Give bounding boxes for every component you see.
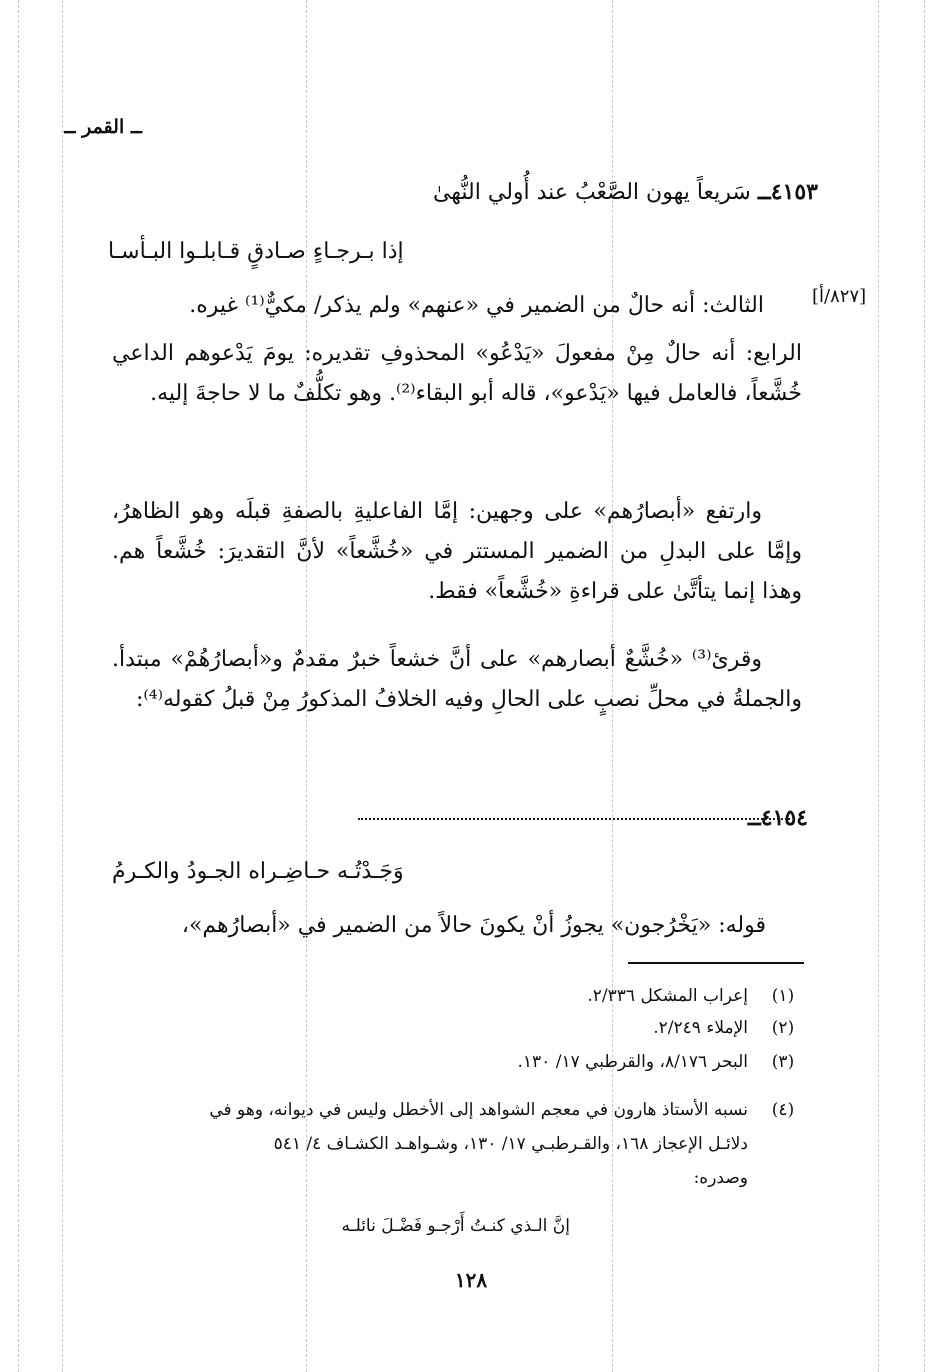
footnote-4 [0,1096,942,1125]
footnote-2 [0,1014,942,1043]
footnote-number: (١) [771,986,795,1006]
footnote-text: الإملاء ٢/٢٤٩. [653,1018,748,1038]
footnote-4-continuation: وصدره: [693,1168,748,1188]
footnote-4-verse: إنَّ الـذي كنـتُ أَرْجـو فَضْـلَ نائلـه [341,1216,570,1236]
footnote-separator [628,962,804,964]
footnote-text: إعراب المشكل ٢/٣٣٦. [587,986,748,1006]
paragraph-yakhrujun: قوله: «يَخْرُجون» يجوزُ أنْ يكونَ حالاً من الضمير في «أبصارُهم»، [181,913,766,938]
manuscript-folio-ref: [٨٢٧/أ] [812,286,867,307]
paragraph-fourth-opinion: الرابع: أنه حالٌ مِنْ مفعولَ «يَدْعُو» المحذوفِ تقديره: يومَ يَدْعوهم الداعي خُشَّعاً، فالعامل فيها «يَدْعو»، قاله أبو البقاء⁽²⁾. وهو تكلُّفٌ ما لا حاجةَ إليه. [112,341,802,406]
footnote-1 [0,982,942,1011]
paragraph-third-opinion: الثالث: أنه حالٌ من الضمير في «عنهم» ولم يذكر/ مكيٌّ⁽¹⁾ غيره. [189,293,764,318]
verse-4154-number: ٤١٥٤ــ [747,805,808,831]
verse-4153-line2: إذا بـرجـاءٍ صـادقٍ قـابلـوا البـأسـا [108,239,404,264]
page-number: ١٢٨ [454,1268,488,1292]
paragraph-reading: وقرئ⁽³⁾ «خُشَّعٌ أبصارهم» على أنَّ خشعاً خبرٌ مقدمٌ و«أبصارُهُمْ» مبتدأ. والجملةُ في محلِّ نصبٍ على الحالِ وفيه الخلافُ المذكورُ مِنْ قبلُ كقوله⁽⁴⁾: [112,647,802,712]
footnote-3 [0,1048,942,1077]
verse-number: ٤١٥٣ــ [757,179,818,205]
footnote-number: (٢) [771,1018,795,1038]
verse-elision-dots [358,800,790,820]
verse-4154-text: وَجَـدْتُـه حـاضِـراه الجـودُ والكـرمُ [112,859,404,884]
footnote-4-continuation: دلائـل الإعجاز ١٦٨، والقـرطبـي ١٧/ ١٣٠، وشـواهـد الكشـاف ٤/ ٥٤١ [273,1134,748,1154]
paragraph-abSaruhum: وارتفع «أبصارُهم» على وجهين: إمَّا الفاعليةِ بالصفةِ قبلَه وهو الظاهرُ، وإمَّا على البدلِ من الضمير المستتر في «خُشَّعاً» لأنَّ التقديرَ: خُشَّعاً هم. وهذا إنما يتأتَّىٰ على قراءةِ «خُشَّعاً» فقط. [112,499,802,604]
footnote-number: (٤) [771,1100,795,1120]
verse-4153-line1 [433,172,818,213]
footnote-text: البحر ٨/١٧٦، والقرطبي ١٧/ ١٣٠. [517,1052,748,1072]
verse-text: سَريعاً يهون الصَّعْبُ عند أُولي النُّهىٰ [432,180,751,205]
footnote-text: نسبه الأستاذ هارون في معجم الشواهد إلى الأخطل وليس في ديوانه، وهو في [209,1100,748,1120]
running-header: ــ القمر ــ [64,116,142,138]
footnote-number: (٣) [771,1052,795,1072]
